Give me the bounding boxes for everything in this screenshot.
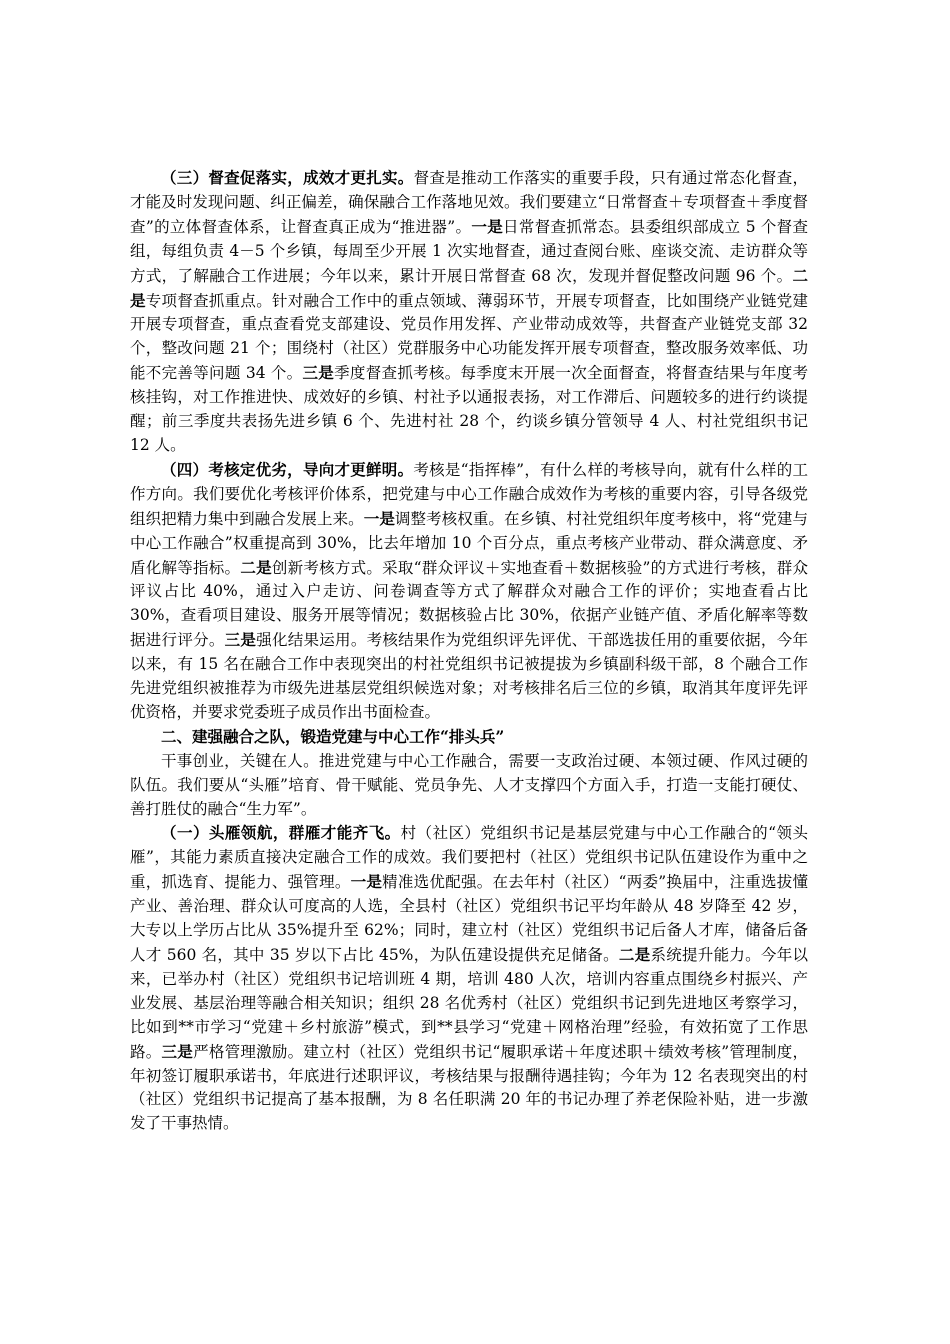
paragraph-supervision bbox=[130, 166, 808, 458]
bold-run: 三是 bbox=[224, 630, 257, 650]
bold-run: （三）督查促落实，成效才更扎实。 bbox=[161, 168, 414, 187]
document-body bbox=[130, 166, 808, 1136]
text-run: 督查是推动工作落实的重要手段，只有通过常态化督查，才能及时发现问题、纠正偏差，确保融合工作落地见效。我们要建立“日常督查＋专项督查＋季度督查”的立体督查体系，让督查真正成为“推进器”。 bbox=[130, 169, 808, 236]
bold-run: 二是 bbox=[240, 557, 272, 577]
text-run: 强化结果运用。考核结果作为党组织评先评优、干部选拔任用的重要依据，今年以来，有 15 名在融合工作中表现突出的村社党组织书记被提拔为乡镇副科级干部，8 个融合工作先进党组织被推荐为市级先进基层党组织候选对象；对考核排名后三位的乡镇，取消其年度评先评优资格，并要求党委班子成员作出书面检查。 bbox=[130, 631, 808, 721]
bold-run: 三是 bbox=[302, 363, 335, 383]
text-run: 系统提升能力。今年以来，已举办村（社区）党组织书记培训班 4 期，培训 480 人次，培训内容重点围绕乡村振兴、产业发展、基层治理等融合相关知识；组织 28 名优秀村（社区）党组织书记到先进地区考察学习，比如到**市学习“党建＋乡村旅游”模式，到**县学习“党建＋网格治理”经验，有效拓宽了工作思路。 bbox=[130, 946, 808, 1061]
bold-run: 一是 bbox=[363, 508, 395, 528]
bold-run: （四）考核定优劣，导向才更鲜明。 bbox=[161, 459, 414, 479]
bold-run: 二是 bbox=[130, 265, 808, 310]
paragraph-team-intro bbox=[130, 750, 808, 822]
paragraph-assessment bbox=[130, 458, 808, 725]
bold-run: （一）头雁领航，群雁才能齐飞。 bbox=[161, 823, 401, 843]
bold-run: 三是 bbox=[161, 1041, 194, 1061]
bold-run: 二是 bbox=[618, 945, 651, 964]
text-run: 日常督查抓常态。县委组织部成立 5 个督查组，每组负责 4－5 个乡镇，每周至少开展 1 次实地督查，通过查阅台账、座谈交流、走访群众等方式，了解融合工作进展；今年以来，累计开展日常督查 68 次，发现并督促整改问题 96 个。 bbox=[130, 217, 809, 285]
paragraph-leaders bbox=[130, 821, 808, 1136]
text-run: 考核是“指挥棒”，有什么样的考核导向，就有什么样的工作方向。我们要优化考核评价体系，把党建与中心工作融合成效作为考核的重要内容，引导各级党组织把精力集中到融合发展上来。 bbox=[130, 460, 808, 528]
text-run: 严格管理激励。建立村（社区）党组织书记“履职承诺＋年度述职＋绩效考核”管理制度，年初签订履职承诺书，年底进行述职评议，考核结果与报酬待遇挂钩；今年为 12 名表现突出的村（社区）党组织书记提高了基本报酬，为 8 名任职满 20 年的书记办理了养老保险补贴，进一步激发了干事热情。 bbox=[130, 1042, 808, 1133]
bold-run: 二、建强融合之队，锻造党建与中心工作“排头兵” bbox=[161, 726, 505, 746]
bold-run: 一是 bbox=[471, 216, 504, 236]
text-run: 调整考核权重。在乡镇、村社党组织年度考核中，将“党建与中心工作融合”权重提高到 30%，比去年增加 10 个百分点，重点考核产业带动、群众满意度、矛盾化解等指标。 bbox=[130, 509, 808, 577]
text-run: 村（社区）党组织书记是基层党建与中心工作融合的“领头雁”，其能力素质直接决定融合工作的成效。我们要把村（社区）党组织书记队伍建设作为重中之重，抓选育、提能力、强管理。 bbox=[130, 824, 808, 892]
section-heading-team bbox=[130, 725, 808, 750]
text-run: 创新考核方式。采取“群众评议＋实地查看＋数据核验”的方式进行考核，群众评议占比 40%，通过入户走访、问卷调查等方式了解群众对融合工作的评价；实地查看占比 30%，查看项目建设、服务开展等情况；数据核验占比 30%，依据产业链产值、矛盾化解率等数据进行评分。 bbox=[130, 558, 808, 650]
bold-run: 一是 bbox=[350, 872, 383, 892]
text-run: 精准选优配强。在去年村（社区）“两委”换届中，注重选拔懂产业、善治理、群众认可度高的人选，全县村（社区）党组织书记平均年龄从 48 岁降至 42 岁，大专以上学历占比从 35%提升至 62%；同时，建立村（社区）党组织书记后备人才库，储备后备人才 560 名，其中 35 岁以下占比 45%，为队伍建设提供充足储备。 bbox=[130, 873, 808, 964]
text-run: 季度督查抓考核。每季度末开展一次全面督查，将督查结果与年度考核挂钩，对工作推进快、成效好的乡镇、村社予以通报表扬，对工作滞后、问题较多的进行约谈提醒；前三季度共表扬先进乡镇 6 个、先进村社 28 个，约谈乡镇分管领导 4 人、村社党组织书记 12 人。 bbox=[130, 364, 808, 454]
text-run: 干事创业，关键在人。推进党建与中心工作融合，需要一支政治过硬、本领过硬、作风过硬的队伍。我们要从“头雁”培育、骨干赋能、党员争先、人才支撑四个方面入手，打造一支能打硬仗、善打胜仗的融合“生力军”。 bbox=[130, 751, 808, 818]
text-run: 专项督查抓重点。针对融合工作中的重点领域、薄弱环节，开展专项督查，比如围绕产业链党建开展专项督查，重点查看党支部建设、党员作用发挥、产业带动成效等，共督查产业链党支部 32 个，整改问题 21 个；围绕村（社区）党群服务中心功能发挥开展专项督查，整改服务效率低、功能不完善等问题 34 个。 bbox=[130, 291, 808, 383]
